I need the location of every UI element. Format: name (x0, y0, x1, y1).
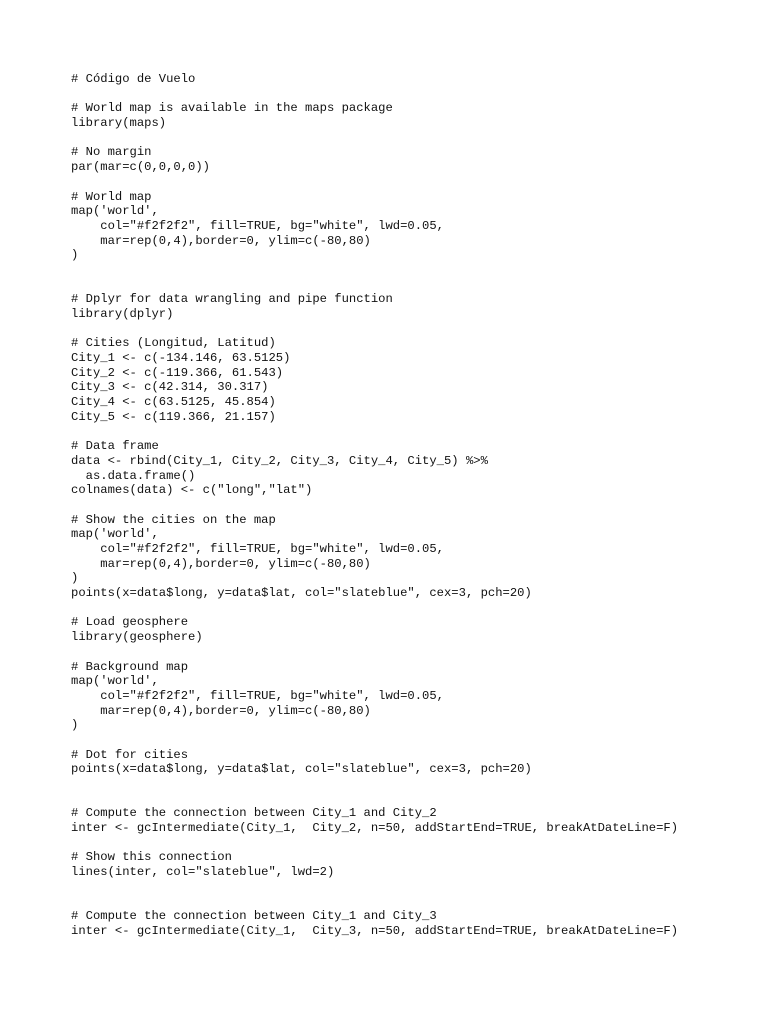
code-line: # Show the cities on the map (71, 512, 276, 527)
code-line: # Cities (Longitud, Latitud) (71, 336, 276, 351)
code-line (71, 792, 678, 807)
code-line: City_3 <- c(42.314, 30.317) (71, 380, 269, 395)
code-line: as.data.frame() (71, 468, 196, 483)
code-line (71, 425, 678, 440)
code-line: # Data frame (71, 439, 159, 454)
code-line (71, 777, 678, 792)
code-line: col="#f2f2f2", fill=TRUE, bg="white", lwd=0.05, (71, 688, 444, 703)
code-block (71, 72, 678, 939)
code-line: map('world', (71, 204, 159, 219)
code-line: # Compute the connection between City_1 and City_2 (71, 806, 437, 821)
code-line: par(mar=c(0,0,0,0)) (71, 160, 210, 175)
code-line: col="#f2f2f2", fill=TRUE, bg="white", lwd=0.05, (71, 218, 444, 233)
code-line: library(dplyr) (71, 307, 174, 321)
code-line (71, 263, 678, 278)
code-line: map('world', (71, 527, 159, 542)
code-line: library(geosphere) (71, 630, 203, 645)
code-line: # Background map (71, 659, 189, 674)
code-line: # Dot for cities (71, 747, 189, 762)
code-line: # Código de Vuelo (71, 72, 196, 86)
code-line: # Compute the connection between City_1 and City_3 (71, 909, 437, 924)
code-line (71, 87, 678, 102)
code-line: # Show this connection (71, 850, 232, 865)
code-line: # No margin (71, 145, 152, 160)
code-line (71, 131, 678, 146)
code-line: City_4 <- c(63.5125, 45.854) (71, 395, 276, 410)
code-line (71, 278, 678, 293)
code-line: mar=rep(0,4),border=0, ylim=c(-80,80) (71, 233, 371, 248)
code-line: City_2 <- c(-119.366, 61.543) (71, 365, 284, 380)
code-line: map('world', (71, 674, 159, 689)
code-line: ) (71, 571, 79, 586)
code-line: # Load geosphere (71, 615, 189, 630)
code-line: ) (71, 248, 79, 263)
code-line: mar=rep(0,4),border=0, ylim=c(-80,80) (71, 556, 371, 571)
code-line: points(x=data$long, y=data$lat, col="slateblue", cex=3, pch=20) (71, 586, 532, 601)
code-line (71, 322, 678, 337)
code-line (71, 895, 678, 910)
code-line: lines(inter, col="slateblue", lwd=2) (71, 865, 335, 880)
code-line: ) (71, 718, 79, 733)
code-line (71, 645, 678, 660)
code-line: City_5 <- c(119.366, 21.157) (71, 409, 276, 424)
code-line: library(maps) (71, 116, 167, 131)
code-line: inter <- gcIntermediate(City_1, City_3, n=50, addStartEnd=TRUE, breakAtDateLine=F) (71, 923, 679, 938)
code-line: City_1 <- c(-134.146, 63.5125) (71, 351, 291, 366)
code-line (71, 175, 678, 190)
code-line: inter <- gcIntermediate(City_1, City_2, n=50, addStartEnd=TRUE, breakAtDateLine=F) (71, 821, 679, 836)
code-line: # World map (71, 189, 152, 204)
code-line: # Dplyr for data wrangling and pipe function (71, 292, 393, 307)
code-line: points(x=data$long, y=data$lat, col="slateblue", cex=3, pch=20) (71, 762, 532, 777)
code-line: # World map is available in the maps package (71, 101, 393, 116)
code-line: colnames(data) <- c("long","lat") (71, 483, 313, 498)
code-line (71, 880, 678, 895)
code-line (71, 601, 678, 616)
code-line: data <- rbind(City_1, City_2, City_3, City_4, City_5) %>% (71, 453, 488, 468)
code-line (71, 733, 678, 748)
code-line (71, 836, 678, 851)
code-line: mar=rep(0,4),border=0, ylim=c(-80,80) (71, 703, 371, 718)
code-line: col="#f2f2f2", fill=TRUE, bg="white", lwd=0.05, (71, 542, 444, 556)
code-line (71, 498, 678, 513)
